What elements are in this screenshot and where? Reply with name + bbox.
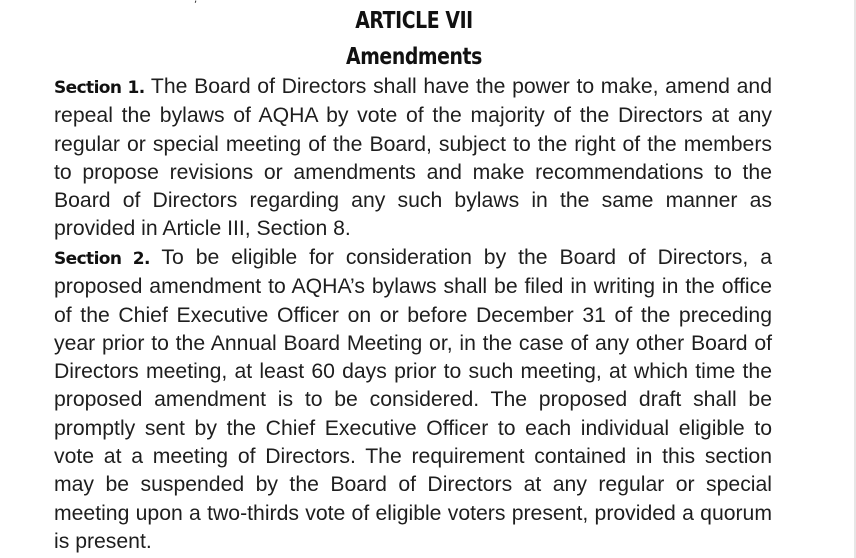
section-2-paragraph [54, 244, 772, 556]
article-subtitle: Amendments [346, 44, 482, 70]
section-1-paragraph [54, 73, 772, 244]
section-1-label: Section 1. [54, 78, 145, 98]
page-top-mark [194, 0, 204, 4]
section-2-label: Section 2. [54, 249, 150, 269]
article-title: ARTICLE VII [355, 8, 473, 34]
section-1-text: The Board of Directors shall have the power to make, amend and repeal the bylaws of AQHA by vote of the majority of the Directors at any regular or special meeting of the Board, subject to the right of the members to propose revisions or amendments and make recommendations to the Board of Directors regarding any such bylaws in the same manner as provided in Article III, Section 8. [54, 75, 772, 241]
section-2-text: To be eligible for consideration by the Board of Directors, a proposed amendment to AQHA’s bylaws shall be filed in writing in the office of the Chief Executive Officer on or before December 31 of the preceding year prior to the Annual Board Meeting or, in the case of any other Board of Directors meeting, at least 60 days prior to such meeting, at which time the proposed amendment is to be considered. The proposed draft shall be promptly sent by the Chief Executive Officer to each individual eligible to vote at a meeting of Directors. The requirement contained in this section may be suspended by the Board of Directors at any regular or special meeting upon a two-thirds vote of eligible voters present, provided a quorum is present. [54, 246, 772, 553]
